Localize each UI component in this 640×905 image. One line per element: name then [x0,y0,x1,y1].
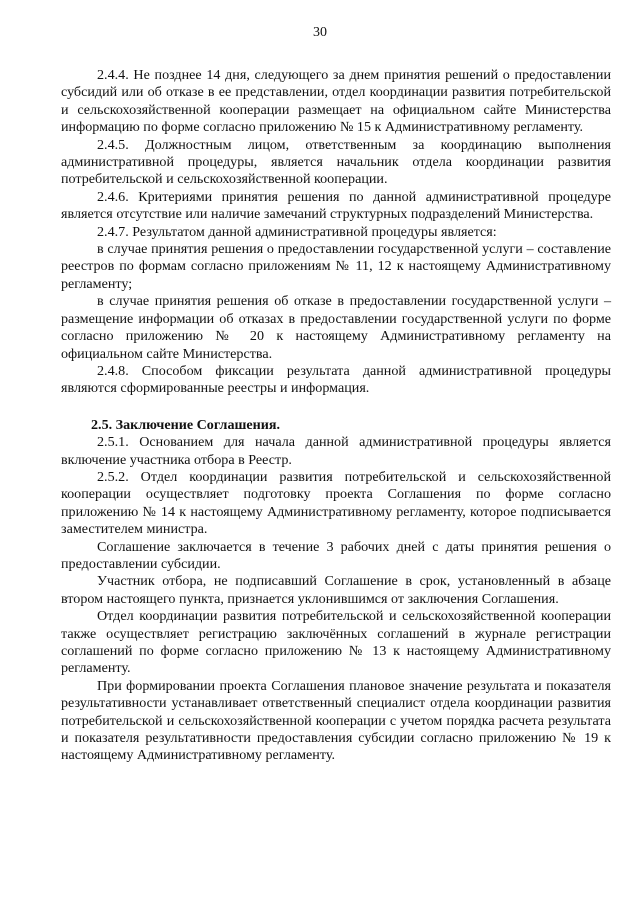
paragraph-agreement-term: Соглашение заключается в течение 3 рабочих дней с даты принятия решения о предоставлении субсидии. [61,538,611,572]
paragraph-2-4-5: 2.4.5. Должностным лицом, ответственным за координацию выполнения административной процедуры, является начальник отдела координации развития потребительской и сельскохозяйственной кооперации. [61,136,611,188]
paragraph-2-5-2: 2.5.2. Отдел координации развития потребительской и сельскохозяйственной кооперации осуществляет подготовку проекта Соглашения по форме согласно приложению № 14 к настоящему Административному регламенту, которое подписывается заместителем министра. [61,468,611,538]
paragraph-2-4-8: 2.4.8. Способом фиксации результата данной административной процедуры являются сформированные реестры и информация. [61,362,611,397]
paragraph-2-4-6: 2.4.6. Критериями принятия решения по данной административной процедуре является отсутствие или наличие замечаний структурных подразделений Министерства. [61,188,611,223]
page-number: 30 [313,25,327,40]
document-body [61,67,611,765]
paragraph-2-4-4: 2.4.4. Не позднее 14 дня, следующего за днем принятия решений о предоставлении субсидий или об отказе в ее представлении, отдел координации развития потребительской и сельскохозяйственной кооперации размещает на официальном сайте Министерства информацию по форме согласно приложению № 15 к Административному регламенту. [61,67,611,136]
section-heading: 2.5. Заключение Соглашения. [91,416,281,433]
paragraph-2-4-7-case-approval: в случае принятия решения о предоставлении государственной услуги – составление реестров по формам согласно приложениям № 11, 12 к настоящему Административному регламенту; [61,241,611,292]
paragraph-evasion: Участник отбора, не подписавший Соглашение в срок, установленный в абзаце втором настоящего пункта, признается уклонившимся от заключения Соглашения. [61,573,611,607]
paragraph-2-5-1: 2.5.1. Основанием для начала данной административной процедуры является включение участника отбора в Реестр. [61,434,611,468]
paragraph-2-4-7-case-refusal: в случае принятия решения об отказе в предоставлении государственной услуги – размещение информации об отказах в предоставлении государственной услуги по форме согласно приложению № 20 к настоящему Административному регламенту на официальном сайте Министерства. [61,293,611,362]
paragraph-2-4-7: 2.4.7. Результатом данной административной процедуры является: [97,223,497,240]
paragraph-planned-value: При формировании проекта Соглашения плановое значение результата и показателя результативности устанавливает ответственный специалист отдела координации развития потребительской и сельскохозяйственной кооперации с учетом порядка расчета результата и показателя результативности предоставления субсидии согласно приложению № 19 к настоящему Административному регламенту. [61,677,611,764]
paragraph-registration: Отдел координации развития потребительской и сельскохозяйственной кооперации также осуществляет регистрацию заключённых соглашений в журнале регистрации соглашений по форме согласно приложению № 13 к настоящему Административному регламенту. [61,608,611,677]
